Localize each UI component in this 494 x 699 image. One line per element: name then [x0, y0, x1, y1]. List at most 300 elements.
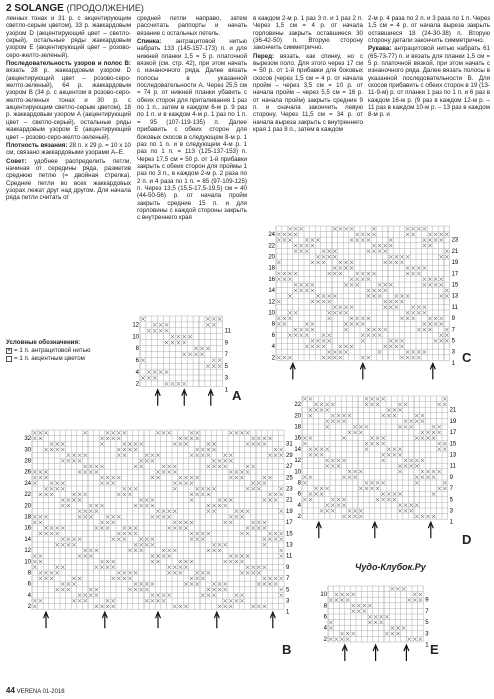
cross-cell: [277, 300, 280, 303]
row-label: 12: [268, 299, 275, 306]
cross-cell: [156, 470, 159, 473]
cross-cell: [61, 448, 64, 451]
cross-cell: [410, 425, 413, 428]
cross-cell: [361, 322, 364, 325]
cross-cell: [206, 317, 210, 321]
cross-cell: [145, 459, 148, 462]
cross-cell: [84, 465, 87, 468]
cross-cell: [395, 306, 398, 309]
cross-cell: [344, 227, 347, 230]
cross-cell: [395, 339, 398, 342]
cross-cell: [322, 294, 325, 297]
row-label: 5: [449, 497, 453, 504]
cross-cell: [311, 339, 314, 342]
cross-cell: [367, 278, 370, 281]
cross-cell: [84, 454, 87, 457]
row-label: 8: [297, 480, 301, 487]
cross-cell: [326, 408, 329, 411]
cross-cell: [387, 414, 390, 417]
cross-cell: [359, 425, 362, 428]
cross-cell: [212, 543, 215, 546]
cross-cell: [173, 482, 176, 485]
cross-cell: [229, 521, 232, 524]
cross-cell: [44, 577, 47, 580]
cross-cell: [190, 482, 193, 485]
cross-cell: [246, 554, 249, 557]
cross-cell: [389, 244, 392, 247]
cross-cell: [303, 397, 306, 400]
cross-cell: [384, 261, 387, 264]
cross-cell: [184, 526, 187, 529]
cross-cell: [218, 543, 221, 546]
cross-cell: [212, 588, 215, 591]
cross-cell: [359, 515, 362, 518]
cross-cell: [182, 382, 186, 386]
cross-cell: [106, 521, 109, 524]
cross-cell: [145, 582, 148, 585]
cross-cell: [145, 538, 148, 541]
cross-cell: [44, 487, 47, 490]
cross-cell: [434, 233, 437, 236]
cross-cell: [361, 272, 364, 275]
cross-cell: [333, 266, 336, 269]
row-label: 4: [135, 369, 139, 376]
cross-cell: [67, 459, 70, 462]
cross-cell: [356, 317, 359, 320]
cross-cell: [367, 238, 370, 241]
cross-cell: [72, 498, 75, 501]
cross-cell: [445, 328, 448, 331]
cross-cell: [106, 482, 109, 485]
cross-cell: [412, 233, 415, 236]
cross-cell: [382, 498, 385, 501]
cross-cell: [333, 250, 336, 253]
cross-cell: [303, 498, 306, 501]
cross-cell: [406, 266, 409, 269]
cross-cell: [78, 498, 81, 501]
cross-cell: [263, 605, 266, 608]
continuation-label: (ПРОДОЛЖЕНИЕ): [66, 3, 144, 13]
cross-cell: [396, 632, 399, 635]
row-label: 11: [286, 553, 293, 560]
cross-cell: [212, 317, 216, 321]
cross-cell: [257, 487, 260, 490]
cross-cell: [194, 347, 198, 351]
cross-cell: [335, 593, 338, 596]
cross-cell: [412, 306, 415, 309]
cross-cell: [263, 526, 266, 529]
cross-cell: [151, 594, 154, 597]
cross-cell: [89, 594, 92, 597]
cross-cell: [159, 323, 163, 327]
cross-cell: [440, 294, 443, 297]
cross-cell: [339, 350, 342, 353]
row-label: 13: [286, 542, 293, 549]
cross-cell: [56, 442, 59, 445]
cross-cell: [328, 334, 331, 337]
cross-cell: [350, 227, 353, 230]
row-label: 31: [286, 441, 293, 448]
cross-cell: [61, 566, 64, 569]
cross-cell: [352, 593, 355, 596]
cross-cell: [412, 272, 415, 275]
cross-cell: [393, 492, 396, 495]
cross-cell: [207, 594, 210, 597]
cross-cell: [252, 605, 255, 608]
cross-cell: [257, 571, 260, 574]
cross-cell: [212, 465, 215, 468]
cross-cell: [398, 504, 401, 507]
cross-cell: [134, 549, 137, 552]
row-label: 30: [24, 447, 31, 454]
cross-cell: [283, 272, 286, 275]
cross-cell: [123, 442, 126, 445]
cross-cell: [322, 300, 325, 303]
cross-cell: [257, 442, 260, 445]
cross-cell: [78, 594, 81, 597]
cross-cell: [257, 437, 260, 440]
cross-cell: [280, 493, 283, 496]
cross-cell: [89, 510, 92, 513]
cross-cell: [39, 571, 42, 574]
cross-cell: [440, 339, 443, 342]
cross-cell: [147, 370, 151, 374]
cross-cell: [140, 465, 143, 468]
cross-cell: [445, 294, 448, 297]
cross-cell: [370, 397, 373, 400]
cross-cell: [339, 311, 342, 314]
cross-cell: [229, 498, 232, 501]
arrow-up-icon: [208, 390, 213, 406]
cross-cell: [365, 448, 368, 451]
cross-cell: [288, 233, 291, 236]
cross-cell: [404, 403, 407, 406]
cross-cell: [406, 227, 409, 230]
cross-cell: [426, 470, 429, 473]
cross-cell: [134, 526, 137, 529]
cross-cell: [438, 431, 441, 434]
cross-cell: [344, 345, 347, 348]
cross-cell: [134, 487, 137, 490]
cross-cell: [207, 571, 210, 574]
cross-cell: [335, 638, 338, 641]
cross-cell: [128, 442, 131, 445]
cross-cell: [56, 482, 59, 485]
cross-cell: [421, 515, 424, 518]
chart-d-letter: D: [462, 532, 472, 547]
cross-cell: [165, 370, 169, 374]
cross-cell: [184, 437, 187, 440]
cross-cell: [190, 431, 193, 434]
cross-cell: [320, 492, 323, 495]
cross-cell: [365, 425, 368, 428]
cross-cell: [350, 266, 353, 269]
cross-cell: [145, 588, 148, 591]
cross-cell: [344, 328, 347, 331]
cross-cell: [331, 504, 334, 507]
row-label: 2: [271, 355, 275, 362]
cross-cell: [89, 465, 92, 468]
row-label: 14: [24, 536, 31, 543]
cross-cell: [350, 317, 353, 320]
cross-cell: [268, 437, 271, 440]
cross-cell: [151, 504, 154, 507]
cross-cell: [147, 376, 151, 380]
row-label: 11: [451, 304, 458, 311]
cross-cell: [288, 334, 291, 337]
cross-cell: [314, 453, 317, 456]
row-label: 6: [27, 581, 31, 588]
cross-cell: [382, 459, 385, 462]
cross-cell: [173, 526, 176, 529]
cross-cell: [316, 261, 319, 264]
cross-cell: [372, 227, 375, 230]
cross-cell: [141, 376, 145, 380]
cross-cell: [412, 266, 415, 269]
chart-a-letter: A: [232, 388, 242, 403]
cross-cell: [329, 621, 332, 624]
cross-cell: [240, 554, 243, 557]
cross-cell: [280, 577, 283, 580]
cross-cell: [378, 350, 381, 353]
cross-cell: [134, 571, 137, 574]
cross-cell: [201, 594, 204, 597]
cross-cell: [400, 345, 403, 348]
cross-cell: [331, 414, 334, 417]
cross-cell: [428, 328, 431, 331]
cross-cell: [348, 414, 351, 417]
cross-cell: [274, 582, 277, 585]
cross-cell: [128, 577, 131, 580]
cross-cell: [168, 554, 171, 557]
cross-cell: [314, 492, 317, 495]
cross-cell: [179, 605, 182, 608]
chart-c: [266, 222, 462, 382]
cross-cell: [212, 358, 216, 362]
row-label: 5: [224, 363, 228, 370]
cross-cell: [406, 233, 409, 236]
cross-cell: [184, 566, 187, 569]
cross-cell: [370, 436, 373, 439]
cross-cell: [67, 454, 70, 457]
cross-cell: [89, 554, 92, 557]
pattern-title: 2 SOLANGE: [6, 3, 64, 14]
cross-cell: [39, 515, 42, 518]
cross-cell: [440, 238, 443, 241]
cross-cell: [240, 560, 243, 563]
cross-cell: [263, 577, 266, 580]
cross-cell: [196, 532, 199, 535]
cross-cell: [328, 250, 331, 253]
cross-cell: [359, 509, 362, 512]
cross-cell: [168, 549, 171, 552]
cross-cell: [190, 454, 193, 457]
cross-cell: [95, 470, 98, 473]
cross-cell: [201, 454, 204, 457]
cross-cell: [305, 345, 308, 348]
chart-e: [318, 582, 435, 664]
cross-cell: [240, 532, 243, 535]
cross-cell: [156, 599, 159, 602]
cross-cell: [263, 482, 266, 485]
cross-cell: [328, 350, 331, 353]
cross-cell: [218, 605, 221, 608]
cross-cell: [339, 306, 342, 309]
cross-cell: [333, 227, 336, 230]
cross-cell: [421, 431, 424, 434]
cross-cell: [173, 549, 176, 552]
cross-cell: [84, 493, 87, 496]
cross-cell: [72, 538, 75, 541]
cross-cell: [44, 470, 47, 473]
cross-cell: [445, 289, 448, 292]
cross-cell: [378, 283, 381, 286]
cross-cell: [277, 278, 280, 281]
cross-cell: [165, 382, 169, 386]
cross-cell: [156, 431, 159, 434]
cross-cell: [184, 521, 187, 524]
cross-cell: [106, 437, 109, 440]
cross-cell: [434, 317, 437, 320]
cross-cell: [61, 582, 64, 585]
cross-cell: [356, 238, 359, 241]
cross-cell: [235, 510, 238, 513]
cross-cell: [342, 476, 345, 479]
cross-cell: [344, 283, 347, 286]
cross-cell: [39, 560, 42, 563]
cross-cell: [326, 420, 329, 423]
row-label: 28: [24, 458, 31, 465]
cross-cell: [134, 442, 137, 445]
row-label: 9: [224, 340, 228, 347]
cross-cell: [417, 227, 420, 230]
cross-cell: [398, 470, 401, 473]
cross-cell: [329, 638, 332, 641]
cross-cell: [229, 605, 232, 608]
cross-cell: [112, 599, 115, 602]
cross-cell: [389, 238, 392, 241]
cross-cell: [206, 364, 210, 368]
cross-cell: [406, 350, 409, 353]
row-label: 6: [297, 491, 301, 498]
cross-cell: [303, 436, 306, 439]
cross-cell: [218, 317, 222, 321]
arrow-up-icon: [44, 612, 49, 628]
cross-cell: [151, 599, 154, 602]
row-label: 8: [27, 570, 31, 577]
cross-cell: [385, 615, 388, 618]
cross-cell: [168, 431, 171, 434]
cross-cell: [56, 571, 59, 574]
cross-cell: [263, 543, 266, 546]
cross-cell: [106, 515, 109, 518]
cross-cell: [128, 487, 131, 490]
cross-cell: [434, 238, 437, 241]
cross-cell: [112, 476, 115, 479]
cross-cell: [168, 465, 171, 468]
cross-cell: [162, 510, 165, 513]
cross-cell: [44, 431, 47, 434]
cross-cell: [342, 420, 345, 423]
cross-cell: [326, 459, 329, 462]
cross-cell: [78, 510, 81, 513]
cross-cell: [333, 272, 336, 275]
cross-cell: [190, 476, 193, 479]
cross-cell: [153, 329, 157, 333]
cross-cell: [207, 448, 210, 451]
cross-cell: [311, 244, 314, 247]
cross-cell: [240, 470, 243, 473]
cross-cell: [44, 526, 47, 529]
cross-cell: [153, 376, 157, 380]
cross-cell: [257, 566, 260, 569]
cross-cell: [421, 470, 424, 473]
cross-cell: [417, 306, 420, 309]
cross-cell: [224, 459, 227, 462]
cross-cell: [190, 498, 193, 501]
cross-cell: [201, 538, 204, 541]
cross-cell: [305, 283, 308, 286]
cross-cell: [207, 532, 210, 535]
cross-cell: [423, 278, 426, 281]
cross-cell: [342, 414, 345, 417]
cross-cell: [357, 610, 360, 613]
cross-cell: [372, 244, 375, 247]
cross-cell: [400, 261, 403, 264]
cross-cell: [322, 339, 325, 342]
row-label: 15: [451, 282, 459, 289]
cross-cell: [339, 227, 342, 230]
cross-cell: [177, 341, 181, 345]
row-label: 9: [449, 474, 453, 481]
cross-cell: [277, 238, 280, 241]
cross-cell: [443, 403, 446, 406]
cross-cell: [438, 487, 441, 490]
cross-cell: [156, 560, 159, 563]
cross-cell: [438, 403, 441, 406]
cross-cell: [335, 598, 338, 601]
cross-cell: [263, 582, 266, 585]
cross-cell: [311, 322, 314, 325]
row-label: 19: [286, 508, 293, 515]
cross-cell: [50, 487, 53, 490]
page-footer: [6, 686, 65, 695]
cross-cell: [354, 509, 357, 512]
cross-cell: [159, 370, 163, 374]
cross-cell: [173, 521, 176, 524]
cross-cell: [229, 431, 232, 434]
cross-cell: [117, 577, 120, 580]
row-label: 15: [449, 441, 457, 448]
cross-cell: [123, 538, 126, 541]
cross-cell: [426, 476, 429, 479]
cross-cell: [309, 476, 312, 479]
cross-cell: [235, 554, 238, 557]
cross-cell: [413, 593, 416, 596]
cross-cell: [84, 510, 87, 513]
cross-cell: [339, 261, 342, 264]
cross-cell: [340, 632, 343, 635]
row-label: 8: [135, 346, 139, 353]
cross-cell: [78, 599, 81, 602]
row-label: 15: [286, 531, 293, 538]
cross-cell: [434, 278, 437, 281]
cross-cell: [402, 626, 405, 629]
cross-cell: [224, 582, 227, 585]
cross-cell: [339, 345, 342, 348]
cross-cell: [134, 504, 137, 507]
cross-cell: [382, 442, 385, 445]
